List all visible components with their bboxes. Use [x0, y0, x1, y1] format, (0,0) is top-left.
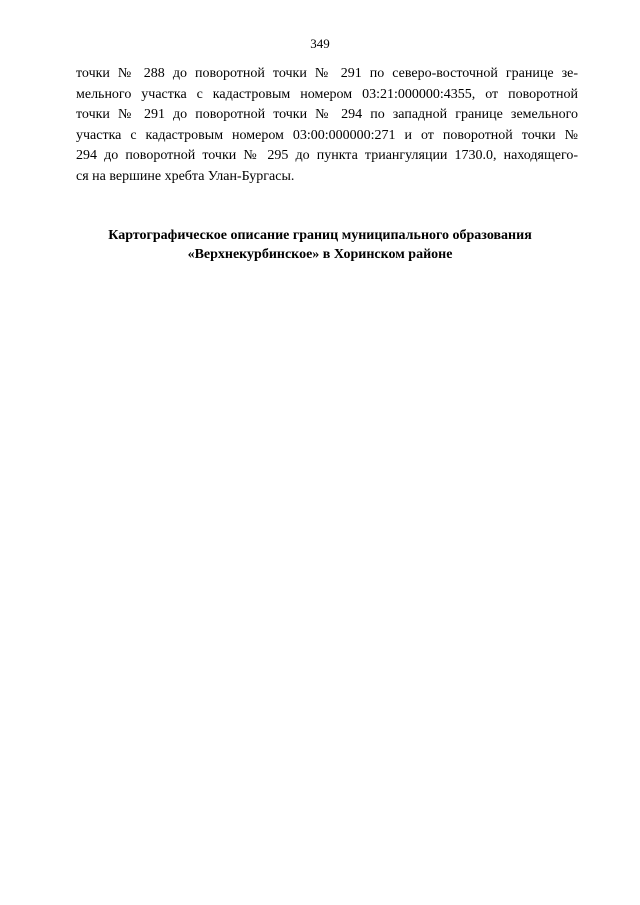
paragraph-line: точки № 288 до поворотной точки № 291 по северо-восточной границе зе- [76, 66, 578, 81]
paragraph-line: точки № 291 до поворотной точки № 294 по западной границе земельного [76, 107, 578, 122]
paragraph-line: мельного участка с кадастровым номером 03:21:000000:4355, от поворотной [76, 86, 578, 102]
section-heading-line: «Верхнекурбинское» в Хоринском районе [187, 247, 453, 262]
page-number: 349 [310, 36, 330, 51]
section-heading-line: Картографическое описание границ муниципального образования [108, 228, 532, 243]
paragraph-line: ся на вершине хребта Улан-Бургасы. [76, 168, 295, 184]
section-heading [60, 226, 580, 264]
paragraph-line: участка с кадастровым номером 03:00:000000:271 и от поворотной точки № [76, 127, 578, 143]
paragraph-line: 294 до поворотной точки № 295 до пункта триангуляции 1730.0, находящего- [76, 148, 578, 163]
body-paragraph [76, 64, 578, 187]
